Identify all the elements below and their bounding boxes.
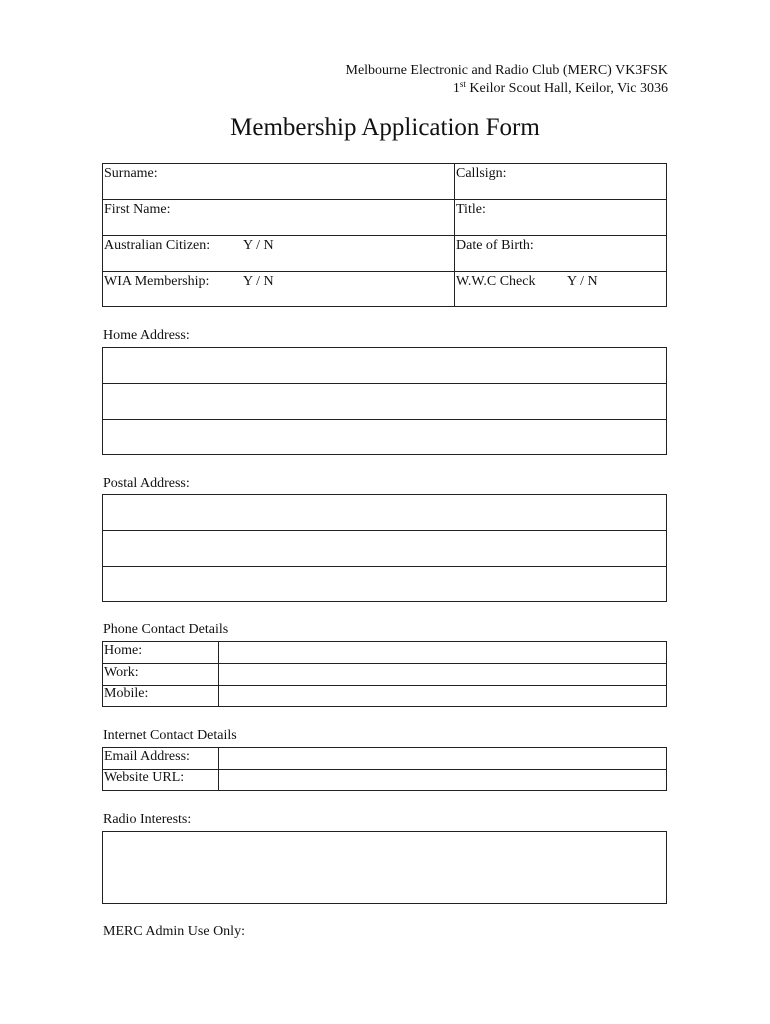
callsign-field[interactable]: Callsign: bbox=[456, 166, 507, 181]
details-row-first-name bbox=[103, 200, 666, 236]
wia-yn-option[interactable]: Y / N bbox=[243, 274, 274, 289]
home-address-line-3[interactable] bbox=[103, 420, 666, 454]
postal-address-box bbox=[102, 494, 667, 602]
phone-table bbox=[102, 641, 667, 707]
title-field[interactable]: Title: bbox=[456, 202, 486, 217]
website-input[interactable] bbox=[219, 770, 666, 790]
phone-row-home bbox=[103, 642, 666, 664]
citizen-yn-option[interactable]: Y / N bbox=[243, 238, 274, 253]
phone-row-mobile bbox=[103, 686, 666, 706]
details-row-wia bbox=[103, 272, 666, 307]
home-address-box bbox=[102, 347, 667, 455]
website-label: Website URL: bbox=[104, 770, 185, 785]
email-label: Email Address: bbox=[104, 749, 190, 764]
phone-mobile-label: Mobile: bbox=[104, 686, 149, 701]
home-address-line-2[interactable] bbox=[103, 384, 666, 420]
phone-home-label: Home: bbox=[104, 643, 143, 658]
internet-row-email bbox=[103, 748, 666, 770]
internet-table bbox=[102, 747, 667, 791]
wwc-yn-option[interactable]: Y / N bbox=[567, 274, 598, 289]
details-row-citizen bbox=[103, 236, 666, 272]
wia-field[interactable]: WIA Membership: Y / N bbox=[104, 274, 274, 289]
wwc-field[interactable]: W.W.C Check Y / N bbox=[456, 274, 598, 289]
admin-use-label: MERC Admin Use Only: bbox=[103, 924, 245, 939]
home-address-line-1[interactable] bbox=[103, 348, 666, 384]
radio-interests-label: Radio Interests: bbox=[103, 812, 192, 827]
home-address-label: Home Address: bbox=[103, 328, 190, 343]
phone-row-work bbox=[103, 664, 666, 686]
email-input[interactable] bbox=[219, 748, 666, 769]
first-name-field[interactable]: First Name: bbox=[104, 202, 171, 217]
internet-row-website bbox=[103, 770, 666, 790]
radio-interests-box[interactable] bbox=[102, 831, 667, 904]
postal-address-line-2[interactable] bbox=[103, 531, 666, 567]
citizen-field[interactable]: Australian Citizen: Y / N bbox=[104, 238, 274, 253]
phone-home-input[interactable] bbox=[219, 642, 666, 663]
phone-details-heading: Phone Contact Details bbox=[103, 622, 229, 637]
surname-field[interactable]: Surname: bbox=[104, 166, 158, 181]
page-title: Membership Application Form bbox=[230, 114, 540, 141]
internet-details-heading: Internet Contact Details bbox=[103, 728, 237, 743]
phone-mobile-input[interactable] bbox=[219, 686, 666, 706]
club-name: Melbourne Electronic and Radio Club (MERC) VK3FSK bbox=[345, 63, 668, 78]
postal-address-line-1[interactable] bbox=[103, 495, 666, 531]
postal-address-line-3[interactable] bbox=[103, 567, 666, 601]
club-address: 1st Keilor Scout Hall, Keilor, Vic 3036 bbox=[452, 79, 668, 96]
phone-work-label: Work: bbox=[104, 665, 139, 680]
dob-field[interactable]: Date of Birth: bbox=[456, 238, 534, 253]
details-row-surname bbox=[103, 164, 666, 200]
postal-address-label: Postal Address: bbox=[103, 476, 190, 491]
phone-work-input[interactable] bbox=[219, 664, 666, 685]
details-table bbox=[102, 163, 667, 307]
